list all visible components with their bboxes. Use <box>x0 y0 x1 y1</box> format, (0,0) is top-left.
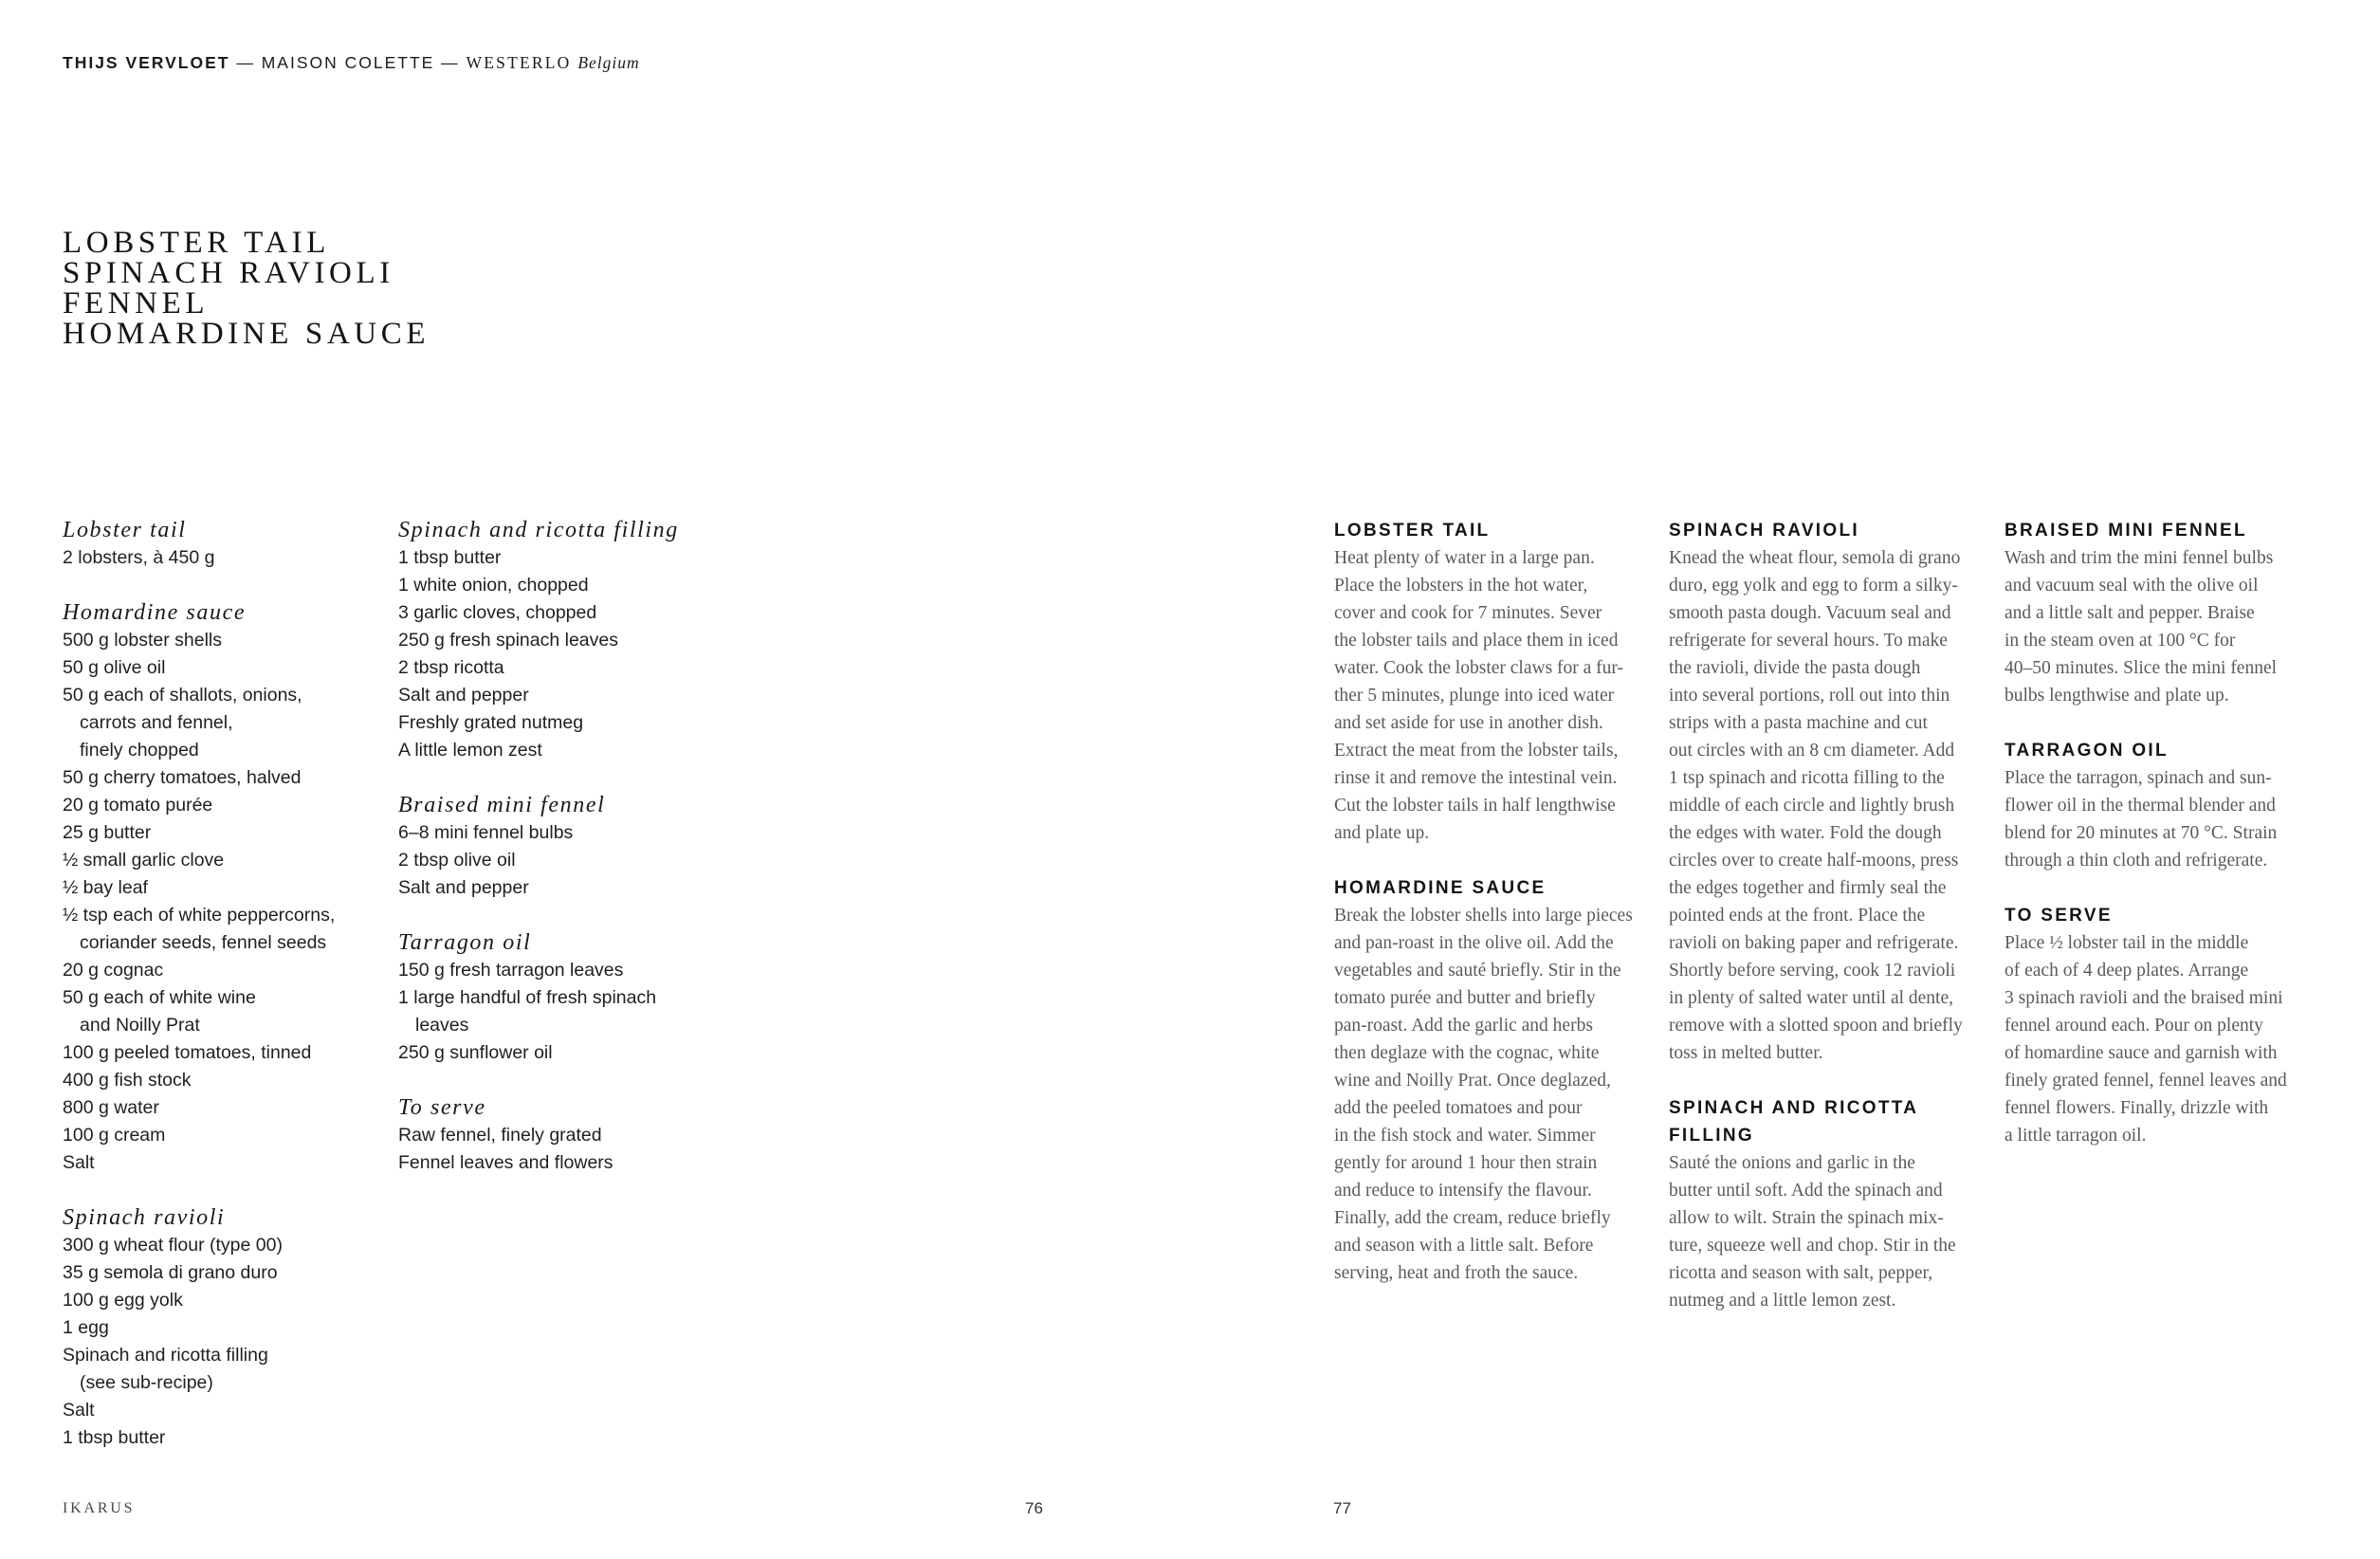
method-section <box>2005 517 2317 709</box>
ingredient-line: 1 large handful of fresh spinach <box>398 987 657 1008</box>
method-text-line: of homardine sauce and garnish with <box>2005 1043 2278 1063</box>
method-text-line: blend for 20 minutes at 70 °C. Strain <box>2005 823 2278 843</box>
ingredient-line: Spinach and ricotta filling <box>63 1345 268 1366</box>
ingredient-line: 250 g sunflower oil <box>398 1042 553 1063</box>
ingredient-line: 100 g cream <box>63 1125 166 1146</box>
method-heading: SPINACH AND RICOTTA <box>1669 1098 1919 1118</box>
ingredient-line: ½ bay leaf <box>63 877 148 898</box>
ingredient-line: 1 egg <box>63 1317 109 1338</box>
method-text-line: and vacuum seal with the olive oil <box>2005 576 2259 596</box>
method-column-3 <box>2005 517 2317 1177</box>
method-heading: TARRAGON OIL <box>2005 741 2169 761</box>
ingredient-line: (see sub-recipe) <box>80 1372 213 1393</box>
ingredient-group-heading: Tarragon oil <box>398 930 532 955</box>
ingredient-line: 100 g egg yolk <box>63 1290 183 1311</box>
ingredient-line: 2 lobsters, à 450 g <box>63 547 215 568</box>
ingredients-column-2 <box>398 517 721 1204</box>
ingredient-line: 20 g tomato purée <box>63 795 213 816</box>
method-text-line: circles over to create half-moons, press <box>1669 851 1959 871</box>
ingredient-line: 50 g each of white wine <box>63 987 256 1008</box>
method-section <box>1669 517 1982 1067</box>
ingredient-line: 2 tbsp olive oil <box>398 850 516 871</box>
method-text-line: butter until soft. Add the spinach and <box>1669 1181 1943 1201</box>
ingredient-line: 35 g semola di grano duro <box>63 1262 278 1283</box>
method-text-line: gently for around 1 hour then strain <box>1334 1153 1598 1173</box>
method-column-1 <box>1334 517 1647 1314</box>
method-text-line: pan-roast. Add the garlic and herbs <box>1334 1016 1593 1036</box>
method-text-line: water. Cook the lobster claws for a fur- <box>1334 658 1624 678</box>
ingredient-line: Salt <box>63 1152 95 1173</box>
ingredient-line: 25 g butter <box>63 822 152 843</box>
ingredient-line: Fennel leaves and flowers <box>398 1152 613 1173</box>
method-text-line: ther 5 minutes, plunge into iced water <box>1334 686 1615 706</box>
ingredient-group <box>63 599 375 1177</box>
method-text-line: smooth pasta dough. Vacuum seal and <box>1669 603 1951 623</box>
method-text-line: fennel flowers. Finally, drizzle with <box>2005 1098 2269 1118</box>
method-text-line: tomato purée and butter and briefly <box>1334 988 1596 1008</box>
method-heading: HOMARDINE SAUCE <box>1334 878 1547 898</box>
ingredient-group <box>398 1094 721 1177</box>
ingredient-line: ½ small garlic clove <box>63 850 225 871</box>
method-heading: SPINACH RAVIOLI <box>1669 521 1859 541</box>
method-text-line: in plenty of salted water until al dente, <box>1669 988 1953 1008</box>
recipe-title <box>63 228 430 349</box>
method-text-line: the lobster tails and place them in iced <box>1334 631 1619 651</box>
ingredient-line: 300 g wheat flour (type 00) <box>63 1235 283 1256</box>
method-text-line: Extract the meat from the lobster tails, <box>1334 741 1619 761</box>
method-text-line: middle of each circle and lightly brush <box>1669 796 1955 816</box>
method-text-line: the edges together and firmly seal the <box>1669 878 1947 898</box>
method-text-line: remove with a slotted spoon and briefly <box>1669 1016 1963 1036</box>
ingredient-line: 1 tbsp butter <box>63 1427 166 1448</box>
method-text-line: a little tarragon oil. <box>2005 1126 2147 1146</box>
method-text-line: Place the lobsters in the hot water, <box>1334 576 1588 596</box>
method-text-line: fennel around each. Pour on plenty <box>2005 1016 2263 1036</box>
method-text-line: in the fish stock and water. Simmer <box>1334 1126 1596 1146</box>
ingredient-line: 20 g cognac <box>63 960 164 981</box>
method-text-line: strips with a pasta machine and cut <box>1669 713 1928 733</box>
method-text-line: the edges with water. Fold the dough <box>1669 823 1942 843</box>
ingredient-line: and Noilly Prat <box>80 1015 200 1036</box>
method-text-line: and pan-roast in the olive oil. Add the <box>1334 933 1614 953</box>
method-text-line: ture, squeeze well and chop. Stir in the <box>1669 1236 1956 1256</box>
ingredient-group <box>63 1204 375 1452</box>
method-text-line: toss in melted butter. <box>1669 1043 1823 1063</box>
ingredient-line: coriander seeds, fennel seeds <box>80 932 327 953</box>
ingredient-line: 100 g peeled tomatoes, tinned <box>63 1042 312 1063</box>
method-heading: TO SERVE <box>2005 906 2113 926</box>
running-head <box>63 53 640 73</box>
ingredient-group <box>398 792 721 902</box>
ingredient-group-heading: Braised mini fennel <box>398 793 606 817</box>
method-text-line: Place the tarragon, spinach and sun- <box>2005 768 2272 788</box>
title-line: LOBSTER TAIL <box>63 226 331 260</box>
location: WESTERLO <box>466 53 572 72</box>
method-text-line: duro, egg yolk and egg to form a silky- <box>1669 576 1958 596</box>
chef-name: THIJS VERVLOET <box>63 53 230 72</box>
method-text-line: in the steam oven at 100 °C for <box>2005 631 2236 651</box>
method-text-line: Knead the wheat flour, semola di grano <box>1669 548 1961 568</box>
ingredient-line: 50 g olive oil <box>63 657 166 678</box>
page-number-right: 77 <box>1333 1499 1351 1517</box>
method-section <box>2005 902 2317 1149</box>
method-text-line: refrigerate for several hours. To make <box>1669 631 1948 651</box>
method-text-line: 40–50 minutes. Slice the mini fennel <box>2005 658 2278 678</box>
method-text-line: then deglaze with the cognac, white <box>1334 1043 1600 1063</box>
method-text-line: allow to wilt. Strain the spinach mix- <box>1669 1208 1944 1228</box>
restaurant-name: MAISON COLETTE <box>261 53 435 72</box>
ingredient-group <box>398 517 721 764</box>
method-text-line: bulbs lengthwise and plate up. <box>2005 686 2229 706</box>
ingredient-line: leaves <box>415 1015 469 1036</box>
method-column-2 <box>1669 517 1982 1342</box>
ingredient-line: 1 white onion, chopped <box>398 575 589 596</box>
method-text-line: 1 tsp spinach and ricotta filling to the <box>1669 768 1945 788</box>
method-text-line: ravioli on baking paper and refrigerate. <box>1669 933 1959 953</box>
method-section <box>1334 517 1647 847</box>
method-heading: FILLING <box>1669 1126 1754 1146</box>
method-section <box>2005 737 2317 874</box>
method-section <box>1334 874 1647 1287</box>
method-text-line: out circles with an 8 cm diameter. Add <box>1669 741 1955 761</box>
method-text-line: wine and Noilly Prat. Once deglazed, <box>1334 1071 1611 1091</box>
ingredient-line: carrots and fennel, <box>80 712 233 733</box>
method-text-line: of each of 4 deep plates. Arrange <box>2005 961 2249 981</box>
method-text-line: pointed ends at the front. Place the <box>1669 906 1926 926</box>
method-text-line: finely grated fennel, fennel leaves and <box>2005 1071 2287 1091</box>
country: Belgium <box>577 53 640 72</box>
ingredient-group <box>398 929 721 1067</box>
method-text-line: 3 spinach ravioli and the braised mini <box>2005 988 2283 1008</box>
method-section <box>1669 1094 1982 1314</box>
ingredient-group-heading: Homardine sauce <box>63 600 247 625</box>
method-heading: LOBSTER TAIL <box>1334 521 1491 541</box>
method-text-line: Break the lobster shells into large pieces <box>1334 906 1633 926</box>
method-text-line: Heat plenty of water in a large pan. <box>1334 548 1595 568</box>
method-text-line: and set aside for use in another dish. <box>1334 713 1603 733</box>
ingredient-line: 400 g fish stock <box>63 1070 192 1091</box>
method-text-line: and plate up. <box>1334 823 1430 843</box>
method-text-line: cover and cook for 7 minutes. Sever <box>1334 603 1602 623</box>
separator: — <box>434 53 467 72</box>
method-text-line: Finally, add the cream, reduce briefly <box>1334 1208 1611 1228</box>
ingredient-line: Freshly grated nutmeg <box>398 712 584 733</box>
method-text-line: Shortly before serving, cook 12 ravioli <box>1669 961 1956 981</box>
ingredient-line: 2 tbsp ricotta <box>398 657 504 678</box>
method-text-line: and a little salt and pepper. Braise <box>2005 603 2255 623</box>
method-text-line: and reduce to intensify the flavour. <box>1334 1181 1592 1201</box>
ingredient-line: 800 g water <box>63 1097 159 1118</box>
title-line: SPINACH RAVIOLI <box>63 256 394 290</box>
method-heading: BRAISED MINI FENNEL <box>2005 521 2247 541</box>
method-text-line: nutmeg and a little lemon zest. <box>1669 1291 1896 1311</box>
method-text-line: the ravioli, divide the pasta dough <box>1669 658 1921 678</box>
title-line: FENNEL <box>63 286 210 321</box>
method-text-line: Place ½ lobster tail in the middle <box>2005 933 2249 953</box>
method-text-line: ricotta and season with salt, pepper, <box>1669 1263 1933 1283</box>
ingredient-group-heading: To serve <box>398 1095 486 1120</box>
method-text-line: rinse it and remove the intestinal vein. <box>1334 768 1618 788</box>
ingredient-line: 50 g cherry tomatoes, halved <box>63 767 302 788</box>
ingredient-group-heading: Spinach ravioli <box>63 1205 226 1230</box>
method-text-line: vegetables and sauté briefly. Stir in the <box>1334 961 1621 981</box>
ingredient-line: Salt and pepper <box>398 685 529 706</box>
ingredient-line: Salt and pepper <box>398 877 529 898</box>
ingredient-line: 150 g fresh tarragon leaves <box>398 960 624 981</box>
ingredient-line: 50 g each of shallots, onions, <box>63 685 302 706</box>
method-text-line: serving, heat and froth the sauce. <box>1334 1263 1579 1283</box>
method-text-line: into several portions, roll out into thin <box>1669 686 1950 706</box>
method-text-line: through a thin cloth and refrigerate. <box>2005 851 2268 871</box>
ingredient-line: 3 garlic cloves, chopped <box>398 602 597 623</box>
ingredient-group-heading: Lobster tail <box>63 518 187 542</box>
method-text-line: Wash and trim the mini fennel bulbs <box>2005 548 2274 568</box>
ingredient-group <box>63 517 375 572</box>
ingredient-line: Salt <box>63 1400 95 1421</box>
title-line: HOMARDINE SAUCE <box>63 317 430 351</box>
method-text-line: add the peeled tomatoes and pour <box>1334 1098 1583 1118</box>
method-text-line: Sauté the onions and garlic in the <box>1669 1153 1915 1173</box>
separator: — <box>229 53 262 72</box>
method-text-line: flower oil in the thermal blender and <box>2005 796 2276 816</box>
ingredients-column-1 <box>63 517 375 1479</box>
ingredient-line: 250 g fresh spinach leaves <box>398 630 618 651</box>
publisher-name: IKARUS <box>63 1500 136 1516</box>
ingredient-line: 1 tbsp butter <box>398 547 502 568</box>
ingredient-line: 500 g lobster shells <box>63 630 223 651</box>
ingredient-line: finely chopped <box>80 740 199 761</box>
method-text-line: Cut the lobster tails in half lengthwise <box>1334 796 1616 816</box>
ingredient-line: 6–8 mini fennel bulbs <box>398 822 574 843</box>
method-text-line: and season with a little salt. Before <box>1334 1236 1594 1256</box>
page-number-left: 76 <box>1025 1499 1043 1517</box>
ingredient-group-heading: Spinach and ricotta filling <box>398 518 679 542</box>
ingredient-line: ½ tsp each of white peppercorns, <box>63 905 336 926</box>
ingredient-line: A little lemon zest <box>398 740 542 761</box>
ingredient-line: Raw fennel, finely grated <box>398 1125 602 1146</box>
